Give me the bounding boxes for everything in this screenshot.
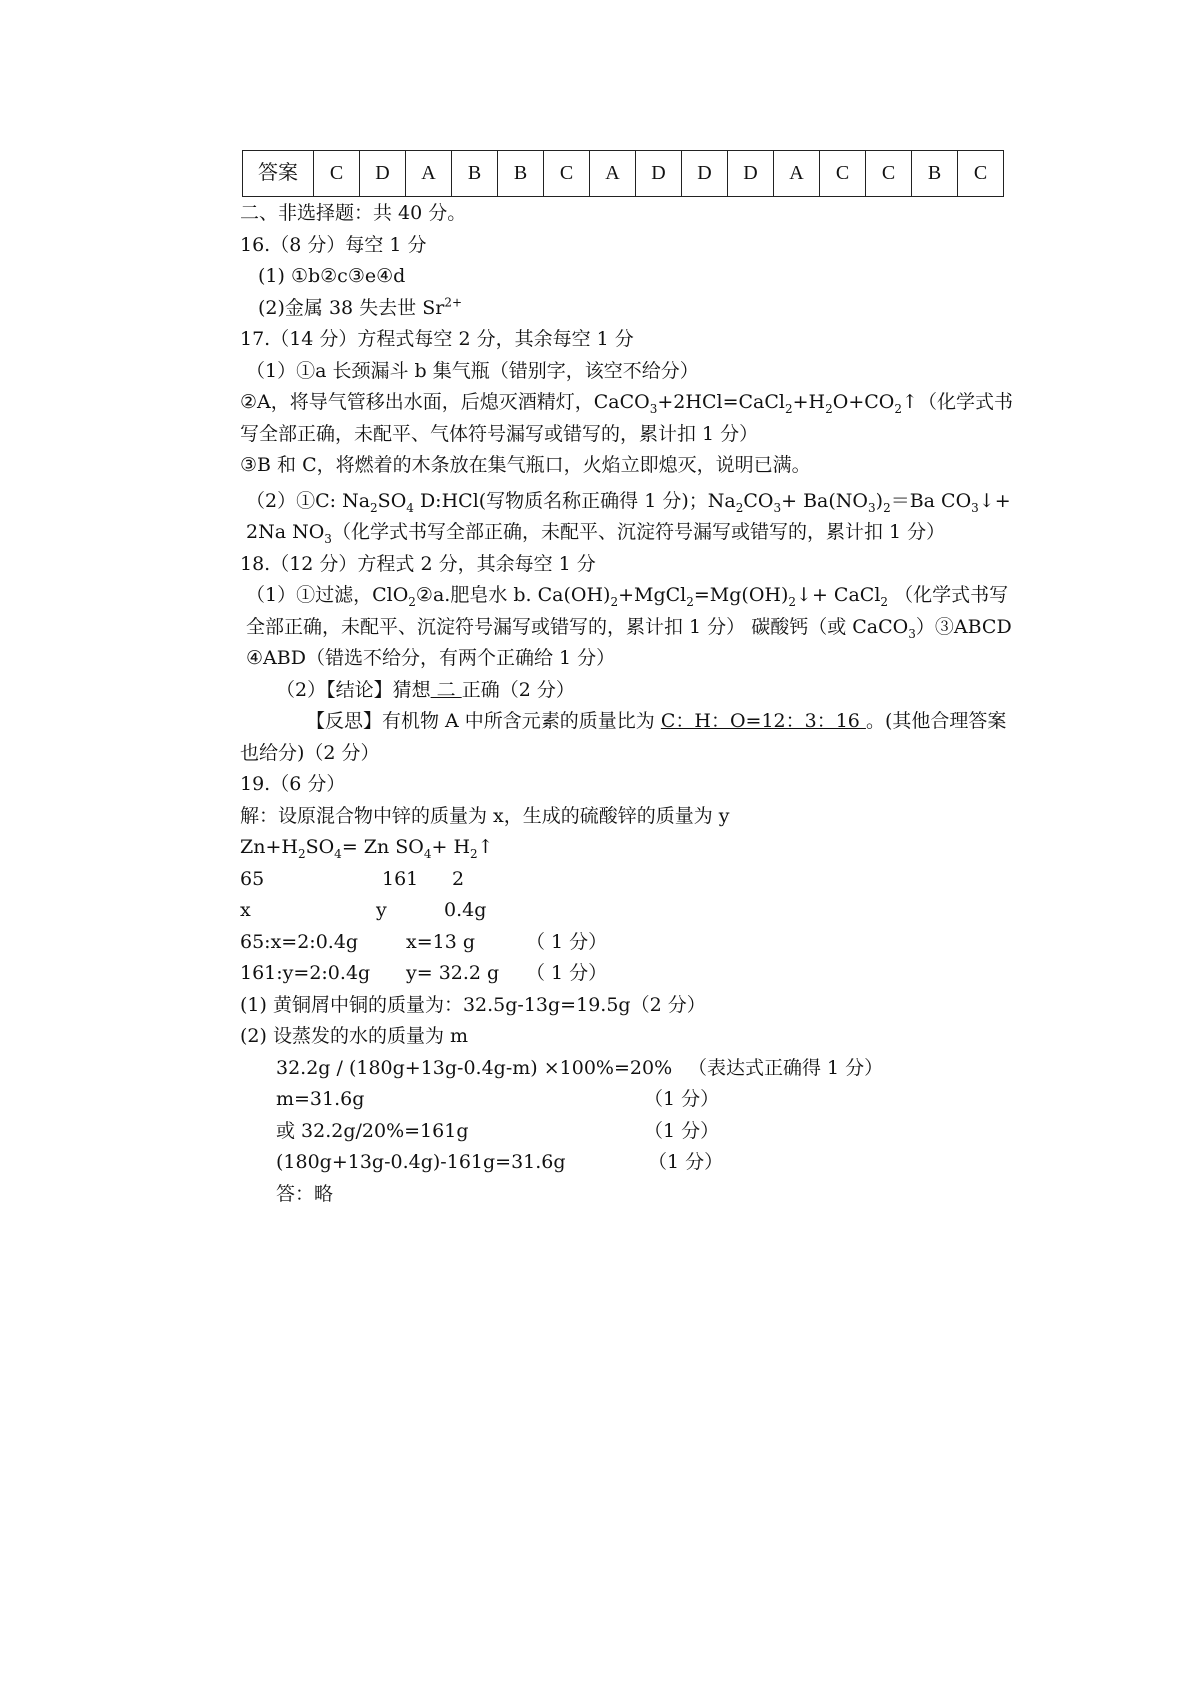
answer-cell: C — [544, 151, 590, 197]
text: 65:x=2:0.4g — [240, 930, 359, 953]
underlined-answer: C：H：O=12：3：16 — [660, 710, 866, 732]
text: 。(其他合理答案也给分)（2 分） — [240, 710, 1007, 764]
subscript: 2 — [610, 594, 619, 609]
text: （化学式书写全部正确，未配平、沉淀符号漏写或错写的，累计扣 1 分） 碳酸钙（或 CaCO — [246, 584, 1009, 638]
subscript: 3 — [868, 500, 876, 515]
subscript: 2 — [735, 500, 744, 515]
q19-title: 19.（6 分） — [240, 773, 346, 795]
text: y= 32.2 g — [406, 962, 500, 984]
subscript: 2 — [880, 594, 889, 609]
text: （1 分） — [648, 1151, 724, 1173]
section-title: 二、非选择题：共 40 分。 — [240, 202, 467, 224]
answer-cell: A — [406, 151, 452, 197]
q19-equation — [240, 832, 1020, 864]
text: ）③ABCD ④ABD（错选不给分，有两个正确给 1 分） — [246, 615, 1012, 669]
answer-table — [242, 150, 1004, 197]
answer-row — [243, 151, 1004, 197]
text: 正确（2 分） — [461, 678, 575, 701]
q17-part4 — [246, 486, 1020, 549]
q19-answer: 答：略 — [276, 1182, 334, 1205]
q18-part1 — [246, 580, 1020, 675]
subscript: 3 — [324, 531, 332, 546]
answer-cell: A — [590, 151, 636, 197]
text: y — [376, 899, 387, 921]
subscript: 4 — [406, 500, 414, 515]
text: ↑ — [477, 836, 494, 858]
text: (180g+13g-0.4g)-161g=31.6g — [276, 1151, 566, 1173]
text: ) — [875, 489, 884, 512]
text: ↑（化学式书写全部正确，未配平、气体符号漏写或错写的，累计扣 1 分） — [240, 391, 1013, 445]
subscript: 2 — [370, 500, 378, 515]
q17-part3: ③B 和 C，将燃着的木条放在集气瓶口，火焰立即熄灭，说明已满。 — [240, 454, 811, 476]
text: m=31.6g — [276, 1088, 365, 1110]
text: + H — [431, 836, 471, 858]
answer-cell: B — [452, 151, 498, 197]
answer-cell: C — [958, 151, 1004, 197]
q19-unknown-row — [240, 895, 1020, 927]
q19-setup: 解：设原混合物中锌的质量为 x，生成的硫酸锌的质量为 y — [240, 804, 730, 827]
q16-part2 — [258, 293, 1020, 325]
answer-cell: C — [314, 151, 360, 197]
subscript: 2 — [894, 401, 903, 416]
answer-cell: B — [498, 151, 544, 197]
answer-cell: C — [820, 151, 866, 197]
answer-cell: D — [360, 151, 406, 197]
text: 32.2g / (180g+13g-0.4g-m) ×100%=20% — [276, 1056, 673, 1079]
subscript: 3 — [773, 500, 782, 515]
text: + Ba(NO — [781, 489, 868, 512]
text: 161:y=2:0.4g — [240, 962, 371, 984]
text: ↓+ 2Na NO — [246, 489, 1011, 543]
q16-title: 16.（8 分）每空 1 分 — [240, 233, 427, 256]
subscript: 3 — [649, 401, 658, 416]
text: （表达式正确得 1 分） — [688, 1056, 884, 1079]
q18-title: 18.（12 分）方程式 2 分，其余每空 1 分 — [240, 552, 596, 575]
q19-calc-row — [276, 1147, 1020, 1179]
text: （1）①过滤，ClO — [246, 584, 409, 606]
text: ↓+ CaCl — [796, 584, 881, 606]
text: = Zn SO — [341, 836, 424, 858]
text: 【反思】有机物 A 中所含元素的质量比为 — [306, 710, 661, 732]
answer-content — [240, 198, 1020, 1210]
subscript: 4 — [423, 846, 432, 861]
underlined-answer: 二 — [430, 678, 462, 701]
q17-part1: （1）①a 长颈漏斗 b 集气瓶（错别字，该空不给分） — [246, 359, 699, 382]
text: SO — [377, 489, 407, 512]
q19-calc-row — [276, 1053, 1020, 1085]
answer-cell: D — [728, 151, 774, 197]
text: （ 1 分） — [526, 930, 608, 953]
answer-cell: D — [636, 151, 682, 197]
text: 2 — [452, 867, 465, 890]
answer-cell: A — [774, 151, 820, 197]
text: SO — [305, 836, 335, 858]
answer-header-cell: 答案 — [243, 151, 314, 197]
q16-part1: (1) ①b②c③e④d — [258, 265, 406, 287]
text: 65 — [240, 867, 265, 890]
subscript: 2 — [408, 594, 416, 609]
q19-part2: (2) 设蒸发的水的质量为 m — [240, 1025, 469, 1047]
subscript: 3 — [908, 626, 916, 641]
text: Zn+H — [240, 836, 298, 858]
answer-cell: B — [912, 151, 958, 197]
subscript: 2 — [297, 846, 306, 861]
subscript: 2 — [784, 401, 793, 416]
text: ②A，将导气管移出水面，后熄灭酒精灯，CaCO — [240, 391, 650, 413]
text: ②a.肥皂水 b. Ca(OH) — [415, 584, 611, 606]
text: （1 分） — [644, 1119, 720, 1142]
q19-calc-row — [276, 1116, 1020, 1148]
text: x=13 g — [406, 930, 476, 953]
text: x — [240, 899, 251, 921]
subscript: 2 — [686, 594, 694, 609]
q18-conclusion — [276, 675, 1020, 707]
q17-part2 — [240, 387, 1020, 450]
text: （1 分） — [644, 1088, 720, 1110]
q17-title: 17.（14 分）方程式每空 2 分，其余每空 1 分 — [240, 328, 634, 350]
subscript: 3 — [971, 500, 979, 515]
subscript: 4 — [334, 846, 342, 861]
subscript: 2 — [788, 594, 797, 609]
answer-cell: D — [682, 151, 728, 197]
text: 161 — [382, 867, 419, 890]
text: =Mg(OH) — [693, 584, 789, 606]
q18-reflection — [240, 706, 1020, 769]
text: ＝Ba CO — [890, 489, 972, 512]
text: （2）【结论】猜想 — [276, 678, 431, 701]
text: O+CO — [832, 391, 895, 413]
text: +MgCl — [618, 584, 687, 606]
text: +H — [792, 391, 826, 413]
q19-ratio-row — [240, 864, 1020, 896]
q19-calc-row — [276, 1084, 1020, 1116]
q19-part1: (1) 黄铜屑中铜的质量为：32.5g-13g=19.5g（2 分） — [240, 993, 706, 1016]
q19-calc-row — [240, 927, 1020, 959]
q19-calc-row — [240, 958, 1020, 990]
text: CO — [743, 489, 774, 512]
text: D:HCl(写物质名称正确得 1 分)；Na — [413, 489, 736, 512]
text: （ 1 分） — [526, 962, 608, 984]
subscript: 2 — [883, 500, 891, 515]
answer-cell: C — [866, 151, 912, 197]
text: +2HCl=CaCl — [657, 391, 785, 413]
text: （化学式书写全部正确，未配平、沉淀符号漏写或错写的，累计扣 1 分） — [331, 521, 946, 543]
text: 0.4g — [444, 899, 487, 921]
text: （2）①C: Na — [246, 489, 371, 512]
text: 或 32.2g/20%=161g — [276, 1119, 469, 1142]
q16-part2-text: (2)金属 38 失去世 Sr — [258, 296, 445, 319]
subscript: 2 — [825, 401, 833, 416]
q16-ion-charge: 2+ — [444, 295, 463, 310]
subscript: 2 — [470, 846, 478, 861]
